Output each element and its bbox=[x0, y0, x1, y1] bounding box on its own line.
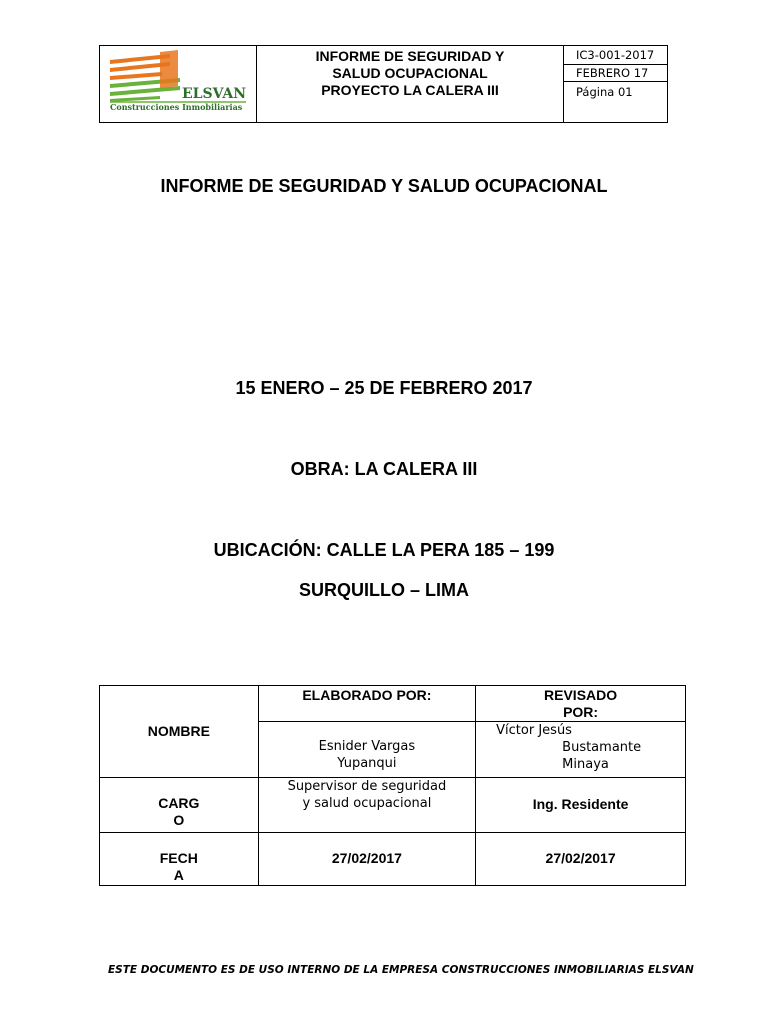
cargo-label: CARG O bbox=[100, 778, 259, 833]
fecha-label: FECH A bbox=[100, 833, 259, 886]
svg-text:ELSVAN: ELSVAN bbox=[182, 86, 247, 102]
report-period: 15 ENERO – 25 DE FEBRERO 2017 bbox=[235, 378, 533, 398]
header-title bbox=[257, 46, 564, 122]
company-logo bbox=[100, 46, 257, 122]
document-date: FEBRERO 17 bbox=[564, 65, 667, 82]
revisado-name: Víctor Jesús Bustamante Minaya bbox=[476, 722, 686, 778]
page-number: Página 01 bbox=[576, 85, 633, 99]
header-title-line: PROYECTO LA CALERA III bbox=[321, 82, 499, 98]
footer-notice: ESTE DOCUMENTO ES DE USO INTERNO DE LA EMPRESA CONSTRUCCIONES INMOBILIARIAS ELSVAN bbox=[108, 964, 694, 976]
location: UBICACIÓN: CALLE LA PERA 185 – 199 bbox=[213, 540, 555, 560]
elaborado-cargo: Supervisor de seguridad y salud ocupacional bbox=[258, 778, 476, 833]
header-title-line: INFORME DE SEGURIDAD Y bbox=[315, 48, 505, 64]
signature-table bbox=[99, 685, 686, 886]
revisado-fecha: 27/02/2017 bbox=[476, 833, 686, 886]
document-header bbox=[99, 45, 668, 123]
obra-name: OBRA: LA CALERA III bbox=[290, 459, 478, 479]
header-title-line: SALUD OCUPACIONAL bbox=[332, 65, 488, 81]
district: SURQUILLO – LIMA bbox=[299, 580, 469, 600]
nombre-label: NOMBRE bbox=[100, 686, 259, 778]
svg-text:Construcciones Inmobiliarias: Construcciones Inmobiliarias bbox=[110, 102, 243, 112]
elaborado-label: ELABORADO POR: bbox=[258, 686, 476, 722]
elaborado-fecha: 27/02/2017 bbox=[258, 833, 476, 886]
revisado-label: REVISADO POR: bbox=[476, 686, 686, 722]
main-title: INFORME DE SEGURIDAD Y SALUD OCUPACIONAL bbox=[160, 176, 608, 196]
revisado-cargo: Ing. Residente bbox=[476, 778, 686, 833]
document-code: IC3-001-2017 bbox=[564, 46, 667, 65]
building-logo-icon bbox=[100, 46, 256, 122]
elaborado-name: Esnider Vargas Yupanqui bbox=[258, 722, 476, 778]
header-meta bbox=[564, 46, 667, 122]
